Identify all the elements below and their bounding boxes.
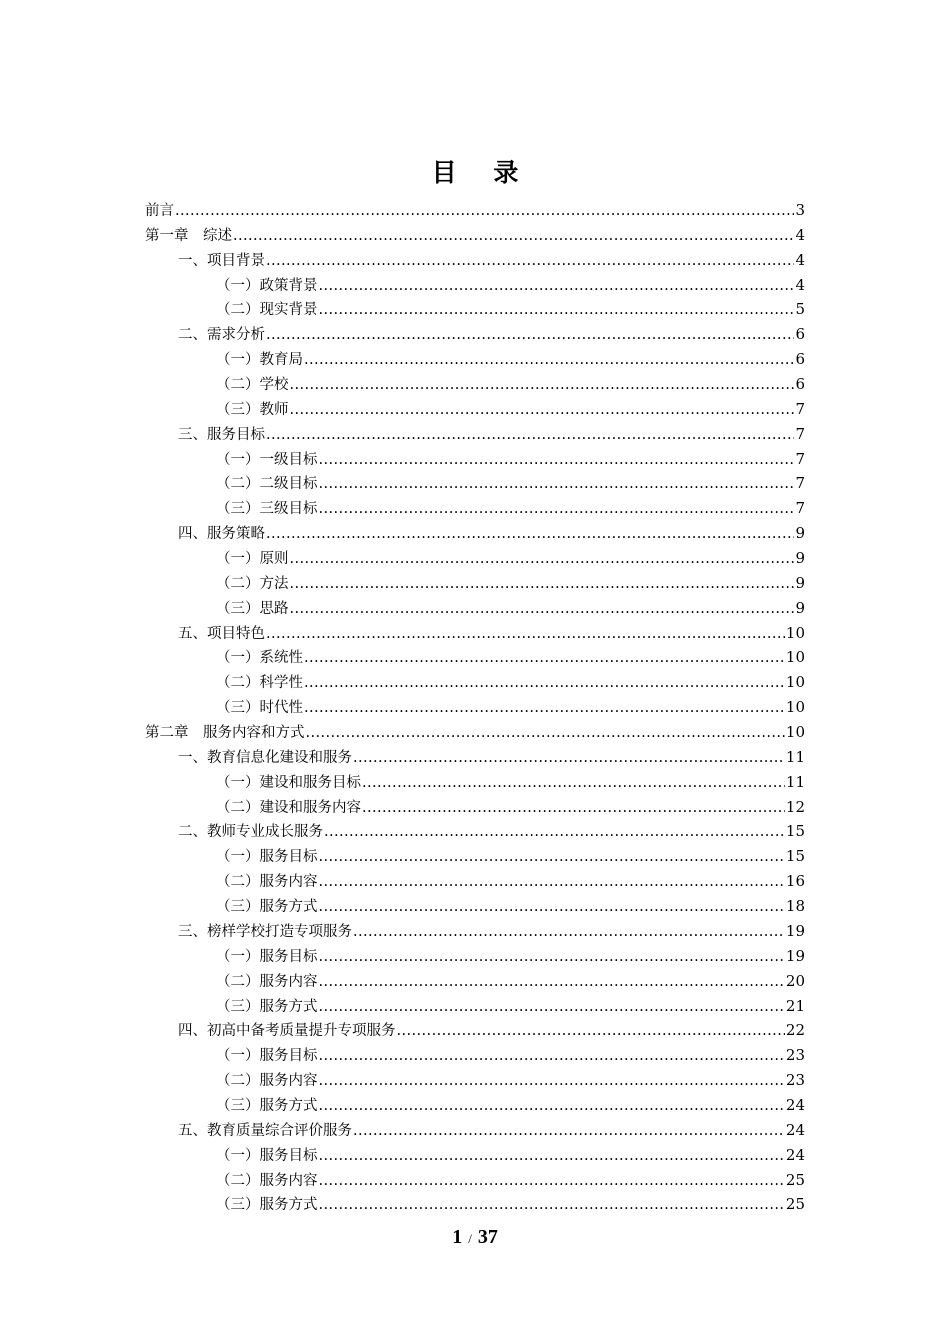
toc-leader-dots [319, 970, 785, 995]
toc-entry-page: 7 [795, 399, 805, 418]
toc-entry-label: （二）服务内容 [216, 1073, 318, 1090]
toc-leader-dots [290, 373, 795, 398]
toc-entry[interactable] [145, 819, 805, 844]
toc-leader-dots [290, 597, 795, 622]
toc-entry[interactable] [145, 596, 805, 621]
toc-leader-dots [319, 1193, 785, 1218]
toc-entry-label: （二）方法 [216, 575, 289, 592]
toc-leader-dots [306, 721, 785, 746]
toc-entry-label: （一）系统性 [216, 650, 303, 667]
toc-entry-page: 7 [795, 449, 805, 468]
toc-entry-label: （一）一级目标 [216, 451, 318, 468]
toc-entry-page: 10 [785, 723, 805, 742]
toc-entry[interactable] [145, 621, 805, 646]
toc-entry[interactable] [145, 1118, 805, 1143]
toc-entry-page: 11 [785, 772, 805, 791]
toc-entry-label: 一、教育信息化建设和服务 [178, 749, 352, 766]
toc-leader-dots [362, 771, 785, 796]
toc-leader-dots [266, 323, 794, 348]
toc-leader-dots [304, 348, 794, 373]
toc-entry-label: （三）服务方式 [216, 998, 318, 1015]
toc-leader-dots [319, 995, 785, 1020]
toc-leader-dots [319, 448, 795, 473]
toc-entry-page: 25 [785, 1170, 805, 1189]
toc-entry[interactable] [145, 919, 805, 944]
toc-entry-label: 二、需求分析 [178, 327, 265, 344]
toc-leader-dots [266, 522, 794, 547]
toc-entry-page: 4 [795, 225, 805, 244]
toc-entry-page: 7 [795, 474, 805, 493]
toc-entry-page: 10 [785, 673, 805, 692]
toc-leader-dots [266, 622, 785, 647]
toc-entry[interactable] [145, 521, 805, 546]
toc-entry-label: （二）学校 [216, 377, 289, 394]
toc-entry-page: 11 [785, 747, 805, 766]
toc-leader-dots [266, 423, 794, 448]
toc-leader-dots [319, 1044, 785, 1069]
toc-entry-label: （二）科学性 [216, 675, 303, 692]
total-page-count: 37 [477, 1226, 498, 1248]
toc-leader-dots [319, 1144, 785, 1169]
toc-entry-page: 9 [795, 549, 805, 568]
toc-entry-page: 10 [785, 698, 805, 717]
toc-entry-page: 6 [795, 325, 805, 344]
toc-entry[interactable] [145, 1068, 805, 1093]
toc-entry-page: 12 [785, 797, 805, 816]
toc-entry[interactable] [145, 1043, 805, 1068]
toc-entry-page: 21 [785, 996, 805, 1015]
toc-entry-label: （二）服务内容 [216, 874, 318, 891]
table-of-contents [145, 198, 805, 1217]
toc-entry-label: 五、项目特色 [178, 625, 265, 642]
toc-entry-label: （一）服务目标 [216, 948, 318, 965]
toc-entry[interactable] [145, 695, 805, 720]
toc-leader-dots [319, 1094, 785, 1119]
toc-entry[interactable] [145, 397, 805, 422]
toc-entry-label: （一）教育局 [216, 352, 303, 369]
toc-leader-dots [353, 746, 785, 771]
toc-entry[interactable] [145, 223, 805, 248]
toc-entry-label: （一）服务目标 [216, 849, 318, 866]
toc-leader-dots [353, 1119, 785, 1144]
toc-entry-label: （三）时代性 [216, 700, 303, 717]
toc-entry-label: （三）服务方式 [216, 1097, 318, 1114]
toc-entry-label: （二）建设和服务内容 [216, 799, 361, 816]
toc-entry[interactable] [145, 944, 805, 969]
toc-entry-label: 四、初高中备考质量提升专项服务 [178, 1023, 396, 1040]
toc-entry[interactable] [145, 795, 805, 820]
toc-entry-page: 15 [785, 822, 805, 841]
toc-leader-dots [319, 274, 795, 299]
toc-leader-dots [319, 1069, 785, 1094]
page-separator: / [468, 1231, 472, 1246]
toc-entry-page: 4 [795, 275, 805, 294]
toc-entry[interactable] [145, 844, 805, 869]
toc-entry-page: 23 [785, 1071, 805, 1090]
toc-entry-label: （二）服务内容 [216, 1172, 318, 1189]
current-page-number: 1 [452, 1226, 463, 1248]
toc-entry-page: 23 [785, 1046, 805, 1065]
toc-entry-page: 16 [785, 872, 805, 891]
toc-entry-page: 9 [795, 573, 805, 592]
toc-entry[interactable] [145, 969, 805, 994]
toc-entry-page: 7 [795, 424, 805, 443]
toc-entry-label: （一）服务目标 [216, 1048, 318, 1065]
toc-entry[interactable] [145, 894, 805, 919]
toc-leader-dots [290, 398, 795, 423]
toc-entry-label: （一）服务目标 [216, 1147, 318, 1164]
toc-leader-dots [290, 572, 795, 597]
toc-entry-label: （一）建设和服务目标 [216, 774, 361, 791]
toc-entry-label: （一）原则 [216, 551, 289, 568]
toc-entry-label: （三）服务方式 [216, 1197, 318, 1214]
toc-entry-page: 6 [795, 350, 805, 369]
toc-entry-page: 20 [785, 971, 805, 990]
toc-entry-label: （三）服务方式 [216, 899, 318, 916]
toc-entry-label: 一、项目背景 [178, 252, 265, 269]
toc-entry[interactable] [145, 322, 805, 347]
toc-entry-page: 24 [785, 1145, 805, 1164]
toc-entry-page: 9 [795, 524, 805, 543]
toc-leader-dots [319, 472, 795, 497]
toc-entry-page: 3 [795, 201, 805, 219]
page-title: 目 录 [431, 158, 533, 187]
toc-entry-page: 9 [795, 598, 805, 617]
toc-entry-label: （一）政策背景 [216, 277, 318, 294]
toc-entry-page: 24 [785, 1120, 805, 1139]
toc-entry-page: 24 [785, 1095, 805, 1114]
toc-entry-label: 三、服务目标 [178, 426, 265, 443]
toc-leader-dots [319, 845, 785, 870]
toc-entry-label: （三）思路 [216, 600, 289, 617]
page-number-footer [0, 1223, 950, 1253]
toc-entry[interactable] [145, 670, 805, 695]
toc-entry[interactable] [145, 1093, 805, 1118]
toc-leader-dots [319, 1169, 785, 1194]
toc-entry[interactable] [145, 1192, 805, 1217]
toc-entry[interactable] [145, 198, 805, 223]
toc-entry-page: 25 [785, 1195, 805, 1214]
toc-entry-label: 四、服务策略 [178, 526, 265, 543]
toc-leader-dots [397, 1019, 785, 1044]
toc-leader-dots [319, 870, 785, 895]
toc-entry-label: （三）三级目标 [216, 501, 318, 518]
toc-entry[interactable] [145, 645, 805, 670]
toc-leader-dots [304, 671, 785, 696]
toc-entry[interactable] [145, 994, 805, 1019]
toc-entry[interactable] [145, 869, 805, 894]
toc-entry-page: 5 [795, 300, 805, 319]
toc-entry[interactable] [145, 248, 805, 273]
toc-entry-label: 第二章 服务内容和方式 [145, 725, 305, 742]
toc-entry-page: 4 [795, 250, 805, 269]
toc-entry[interactable] [145, 546, 805, 571]
toc-entry[interactable] [145, 297, 805, 322]
toc-entry-page: 10 [785, 623, 805, 642]
toc-leader-dots [319, 895, 785, 920]
toc-entry-page: 6 [795, 375, 805, 394]
toc-entry-label: （二）二级目标 [216, 476, 318, 493]
toc-leader-dots [175, 199, 794, 224]
toc-entry[interactable] [145, 1018, 805, 1043]
toc-entry-label: 前言 [145, 203, 174, 219]
toc-entry-label: 二、教师专业成长服务 [178, 824, 323, 841]
toc-entry[interactable] [145, 496, 805, 521]
toc-leader-dots [319, 497, 795, 522]
toc-leader-dots [362, 796, 785, 821]
toc-entry[interactable] [145, 471, 805, 496]
toc-entry-page: 19 [785, 946, 805, 965]
toc-leader-dots [266, 249, 794, 274]
toc-entry[interactable] [145, 347, 805, 372]
toc-entry[interactable] [145, 372, 805, 397]
toc-entry-page: 10 [785, 648, 805, 667]
toc-entry[interactable] [145, 770, 805, 795]
toc-entry[interactable] [145, 1143, 805, 1168]
toc-leader-dots [304, 646, 785, 671]
toc-entry-label: 三、榜样学校打造专项服务 [178, 923, 352, 940]
toc-leader-dots [233, 224, 794, 249]
toc-entry-label: （二）服务内容 [216, 973, 318, 990]
toc-entry-page: 15 [785, 847, 805, 866]
toc-leader-dots [353, 920, 785, 945]
toc-entry[interactable] [145, 571, 805, 596]
toc-entry[interactable] [145, 720, 805, 745]
toc-entry[interactable] [145, 422, 805, 447]
toc-entry-page: 7 [795, 499, 805, 518]
toc-entry[interactable] [145, 745, 805, 770]
toc-entry-label: 五、教育质量综合评价服务 [178, 1122, 352, 1139]
toc-leader-dots [319, 945, 785, 970]
toc-entry-label: 第一章 综述 [145, 227, 232, 244]
toc-leader-dots [319, 298, 795, 323]
toc-leader-dots [324, 820, 785, 845]
toc-entry[interactable] [145, 1168, 805, 1193]
toc-leader-dots [290, 547, 795, 572]
toc-entry-page: 22 [785, 1021, 805, 1040]
toc-entry-label: （三）教师 [216, 401, 289, 418]
toc-entry[interactable] [145, 447, 805, 472]
toc-entry-page: 19 [785, 921, 805, 940]
toc-entry[interactable] [145, 273, 805, 298]
toc-leader-dots [304, 696, 785, 721]
toc-entry-page: 18 [785, 897, 805, 916]
toc-entry-label: （二）现实背景 [216, 302, 318, 319]
